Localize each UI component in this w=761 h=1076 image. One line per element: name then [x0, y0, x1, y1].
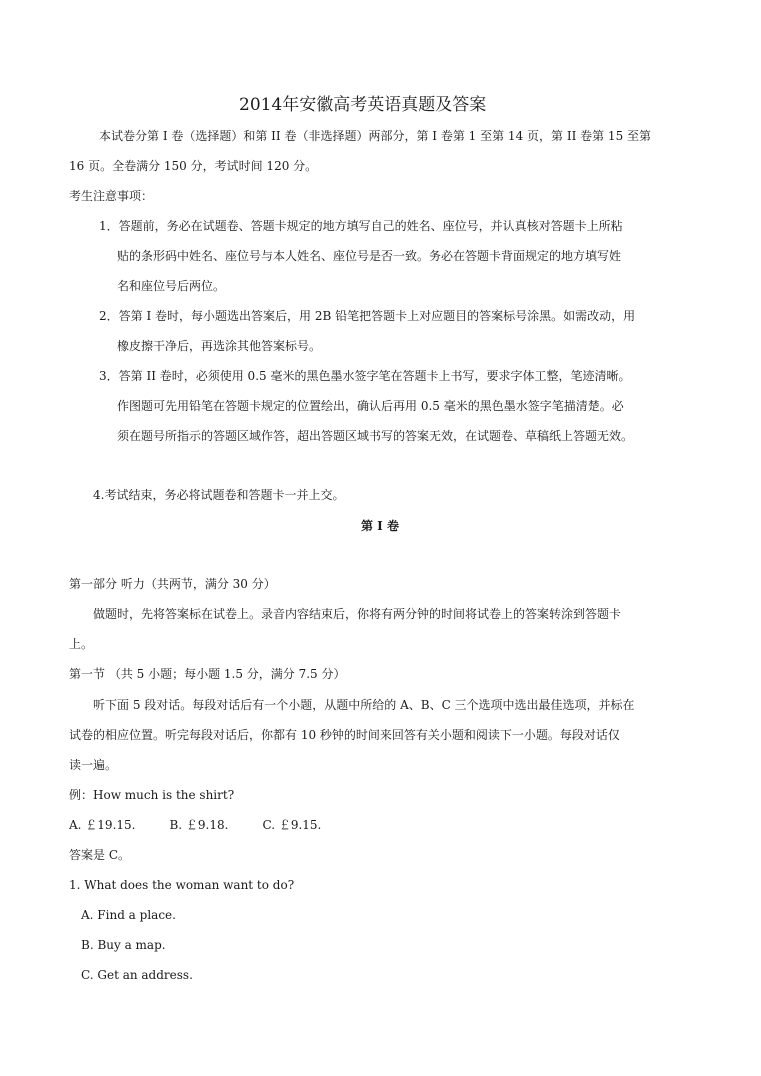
- notice-2-line-1: 2．答第 I 卷时，每小题选出答案后，用 2B 铅笔把答题卡上对应题目的答案标号涂黑。如需改动，用: [99, 309, 636, 323]
- notice-3-line-1: 3．答第 II 卷时，必须使用 0.5 毫米的黑色墨水签字笔在答题卡上书写，要求字体工整，笔迹清晰。: [99, 369, 631, 383]
- part1-instructions-line-2: 上。: [69, 637, 94, 651]
- question-1-option-a: A. Find a place.: [81, 908, 176, 922]
- example-question: 例：How much is the shirt?: [69, 788, 235, 802]
- section1-heading: 第一节 （共 5 小题；每小题 1.5 分，满分 7.5 分）: [69, 667, 346, 681]
- notice-1-line-1: 1．答题前，务必在试题卷、答题卡规定的地方填写自己的姓名、座位号，并认真核对答题卡上所粘: [99, 219, 623, 233]
- example-answer: 答案是 C。: [69, 848, 130, 862]
- part1-instructions-line-1: 做题时，先将答案标在试卷上。录音内容结束后，你将有两分钟的时间将试卷上的答案转涂到答题卡: [93, 607, 622, 621]
- section1-instructions-line-2: 试卷的相应位置。听完每段对话后，你都有 10 秒钟的时间来回答有关小题和阅读下一小题。每段对话仅: [69, 728, 620, 742]
- intro-line-2: 16 页。全卷满分 150 分，考试时间 120 分。: [69, 159, 318, 173]
- section-title: 第 I 卷: [361, 519, 399, 533]
- notice-heading: 考生注意事项：: [69, 189, 154, 203]
- notice-4: 4.考试结束，务必将试题卷和答题卡一并上交。: [93, 488, 345, 502]
- notice-1-line-3: 名和座位号后两位。: [117, 279, 226, 293]
- intro-line-1: 本试卷分第 I 卷（选择题）和第 II 卷（非选择题）两部分，第 I 卷第 1 至第 14 页，第 II 卷第 15 至第: [99, 129, 652, 143]
- example-option-c: C. ￡9.15.: [262, 818, 322, 832]
- part1-heading: 第一部分 听力（共两节，满分 30 分）: [69, 577, 276, 591]
- example-options: [69, 817, 321, 833]
- notice-3-line-3: 须在题号所指示的答题区域作答，超出答题区域书写的答案无效，在试题卷、草稿纸上答题无效。: [117, 429, 634, 443]
- document-title: 2014年安徽高考英语真题及答案: [239, 95, 487, 115]
- notice-1-line-2: 贴的条形码中姓名、座位号与本人姓名、座位号是否一致。务必在答题卡背面规定的地方填写姓: [117, 249, 622, 263]
- section1-instructions-line-3: 读一遍。: [69, 758, 118, 772]
- notice-2-line-2: 橡皮擦干净后，再选涂其他答案标号。: [117, 339, 322, 353]
- section1-instructions-line-1: 听下面 5 段对话。每段对话后有一个小题，从题中所给的 A、B、C 三个选项中选出最佳选项，并标在: [93, 698, 635, 712]
- question-1-option-b: B. Buy a map.: [81, 938, 166, 952]
- example-option-a: A. ￡19.15.: [69, 818, 136, 832]
- notice-3-line-2: 作图题可先用铅笔在答题卡规定的位置绘出，确认后再用 0.5 毫米的黑色墨水签字笔描清楚。必: [117, 399, 624, 413]
- question-1-option-c: C. Get an address.: [81, 968, 193, 982]
- example-option-b: B. ￡9.18.: [169, 818, 229, 832]
- question-1: 1. What does the woman want to do?: [69, 878, 295, 892]
